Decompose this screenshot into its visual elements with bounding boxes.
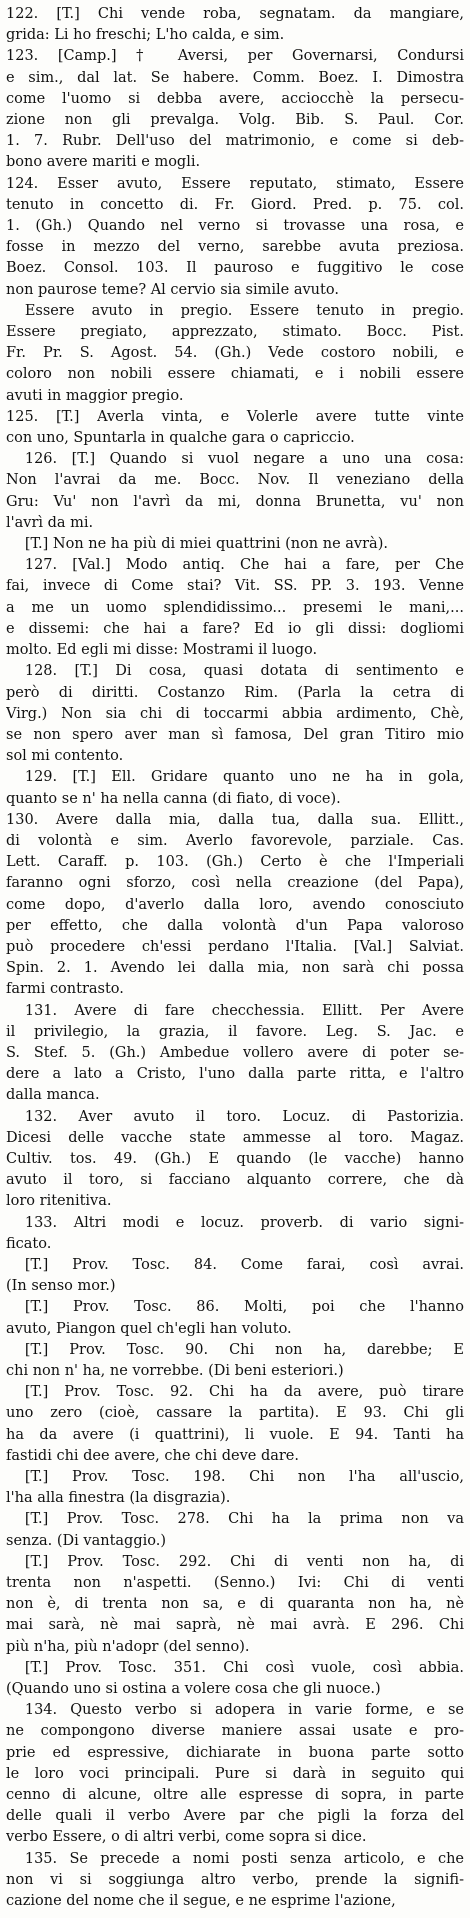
entry-text-line: però di diritti. Costanzo Rim. (Parla la cetra di <box>6 684 464 701</box>
entry-text-line: farmi contrasto. <box>6 981 124 998</box>
entry-text-line: 129. [T.] Ell. Gridare quanto uno ne ha in gola, <box>24 769 464 786</box>
entry-text-line: [T.] Prov. Tosc. 92. Chi ha da avere, può tirare <box>24 1384 464 1401</box>
entry-text-line: il privilegio, la grazia, il favore. Leg. S. Jac. e <box>6 1023 464 1040</box>
entry-text-line: le loro voci principali. Pure si darà in seguito qui <box>6 1765 464 1782</box>
entry-text-line: Cultiv. tos. 49. (Gh.) E quando (le vacche) hanno <box>6 1150 464 1167</box>
entry-text-line: Dicesi delle vacche state ammesse al toro. Magaz. <box>6 1129 464 1146</box>
entry-text-line: 132. Aver avuto il toro. Locuz. di Pastorizia. <box>24 1108 464 1125</box>
entry-text-line: S. Stef. 5. (Gh.) Ambedue vollero avere di poter se- <box>6 1044 464 1061</box>
entry-text-line: l'ha alla finestra (la disgrazia). <box>6 1490 231 1507</box>
entry-text-line: faranno ogni sforzo, così nella creazione (del Papa), <box>6 875 464 892</box>
entry-text-line: ha da avere (i quattrini), li vuole. E 94. Tanti ha <box>6 1426 464 1443</box>
entry-text-line: 122. [T.] Chi vende roba, segnatam. da mangiare, <box>6 6 464 22</box>
entry-text-line: (Quando uno si ostina a volere cosa che gli nuoce.) <box>6 1681 381 1698</box>
entry-text-line: non è, di trenta non sa, e di quaranta non ha, nè <box>6 1596 464 1613</box>
entry-text-line: [T.] Prov. Tosc. 90. Chi non ha, darebbe; E <box>24 1341 464 1358</box>
dictionary-entry-e133a <box>6 1255 464 1297</box>
entry-text-line: [T.] Non ne ha più di miei quattrini (non ne avrà). <box>24 536 388 553</box>
entry-text-line: grida: Li ho freschi; L'ho calda, e sim. <box>6 27 285 44</box>
dictionary-entry-e133h <box>6 1658 464 1700</box>
entry-text-line: per effetto, che dalla volontà d'un Papa valoroso <box>6 917 464 934</box>
entry-text-line: cazione del nome che il segue, e ne esprime l'azione, <box>6 1893 396 1910</box>
entry-text-line: mai sarà, nè mai saprà, nè mai avrà. E 296. Chi <box>6 1617 464 1634</box>
dictionary-entry-e126 <box>6 449 464 534</box>
entry-text-line: avuto il toro, si facciano alquanto correre, che dà <box>6 1172 464 1189</box>
dictionary-entry-e122 <box>6 4 464 46</box>
entry-text-line: 123. [Camp.] † Aversi, per Governarsi, Condursi <box>6 48 464 65</box>
entry-text-line: (In senso mor.) <box>6 1278 116 1295</box>
entry-text-line: [T.] Prov. Tosc. 278. Chi ha la prima non va <box>24 1511 464 1528</box>
dictionary-entry-e124 <box>6 174 464 301</box>
entry-text-line: 131. Avere di fare checchessia. Ellitt. Per Avere <box>24 1002 464 1019</box>
entry-text-line: può procedere ch'essi perdano l'Italia. [Val.] Salviat. <box>6 938 464 955</box>
entry-text-line: ne compongono diverse maniere assai usate e pro- <box>6 1723 464 1740</box>
entry-text-line: se non spero aver man sì famosa, Del gran Titiro mio <box>6 726 464 743</box>
entry-text-line: molto. Ed egli mi disse: Mostrami il luogo. <box>6 642 318 659</box>
entry-text-line: [T.] Prov. Tosc. 292. Chi di venti non ha, di <box>24 1553 464 1570</box>
entry-text-line: Essere avuto in pregio. Essere tenuto in pregio. <box>24 302 464 319</box>
dictionary-entry-e125 <box>6 407 464 449</box>
entry-text-line: verbo Essere, o di altri verbi, come sopra si dice. <box>6 1829 367 1846</box>
entry-text-line: a me un uomo splendidissimo... presemi le mani,... <box>6 599 464 616</box>
entry-text-line: prie ed espressive, dichiarate in buona parte sotto <box>6 1744 464 1761</box>
entry-text-line: avuti in maggior pregio. <box>6 387 184 404</box>
entry-text-line: 135. Se precede a nomi posti senza articolo, e che <box>24 1850 464 1867</box>
entry-text-line: tenuto in concetto di. Fr. Giord. Pred. p. 75. col. <box>6 196 464 213</box>
entry-text-line: di volontà e sim. Averlo favorevole, parziale. Cas. <box>6 832 464 849</box>
entry-text-line: 125. [T.] Averla vinta, e Volerle avere tutte vinte <box>6 408 464 425</box>
entry-text-line: senza. (Di vantaggio.) <box>6 1532 166 1549</box>
dictionary-entry-e133b <box>6 1297 464 1339</box>
dictionary-entry-e124b <box>6 301 464 407</box>
entry-text-line: e dissemi: che hai a fare? Ed io gli dissi: dogliomi <box>6 620 464 637</box>
entry-text-line: 130. Avere dalla mia, dalla tua, dalla sua. Ellitt., <box>6 811 464 828</box>
dictionary-entry-e133c <box>6 1340 464 1382</box>
entry-text-line: Lett. Caraff. p. 103. (Gh.) Certo è che l'Imperiali <box>6 854 464 871</box>
entry-text-line: avuto, Piangon quel ch'egli han voluto. <box>6 1320 292 1337</box>
entry-text-line: 128. [T.] Di cosa, quasi dotata di sentimento e <box>24 663 464 680</box>
entry-text-line: fastidi chi dee avere, che chi deve dare. <box>6 1447 300 1464</box>
entry-text-line: fosse in mezzo del verno, sarebbe avuta preziosa. <box>6 239 464 256</box>
dictionary-entry-e135 <box>6 1849 464 1913</box>
dictionary-entry-e132 <box>6 1107 464 1213</box>
entry-text-line: 126. [T.] Quando si vuol negare a uno una cosa: <box>24 451 464 468</box>
entry-text-line: 133. Altri modi e locuz. proverb. di vario signi- <box>24 1214 464 1231</box>
entry-text-line: e sim., dal lat. Se habere. Comm. Boez. I. Dimostra <box>6 69 464 86</box>
entry-text-line: loro ritenitiva. <box>6 1193 112 1210</box>
entry-text-line: zione non gli prevalga. Volg. Bib. S. Paul. Cor. <box>6 112 464 129</box>
entry-text-line: Fr. Pr. S. Agost. 54. (Gh.) Vede costoro nobili, e <box>6 345 464 362</box>
entry-text-line: uno zero (cioè, cassare la partita). E 93. Chi gli <box>6 1405 464 1422</box>
entry-text-line: Boez. Consol. 103. Il pauroso e fuggitivo le cose <box>6 260 464 277</box>
entry-text-line: fai, invece di Come stai? Vit. SS. PP. 3. 193. Venne <box>6 578 464 595</box>
entry-text-line: ficato. <box>6 1235 52 1252</box>
entry-text-line: non paurose teme? Al cervio sia simile avuto. <box>6 281 339 298</box>
entry-text-line: come l'uomo si debba avere, acciocchè la persecu- <box>6 90 464 107</box>
entry-text-line: con uno, Spuntarla in qualche gara o capriccio. <box>6 430 355 447</box>
entry-text-line: [T.] Prov. Tosc. 84. Come farai, così avrai. <box>24 1256 464 1273</box>
dictionary-entry-e133f <box>6 1509 464 1551</box>
entry-text-line: 1. (Gh.) Quando nel verno si trovasse una rosa, e <box>6 218 464 235</box>
entry-text-line: Virg.) Non sia chi di toccarmi abbia ardimento, Chè, <box>6 705 464 722</box>
entry-text-line: delle quali il verbo Avere par che pigli la forza del <box>6 1808 464 1825</box>
entry-text-line: coloro non nobili essere chiamati, e i nobili essere <box>6 366 464 383</box>
entry-text-line: non vi si soggiunga altro verbo, prende la signifi- <box>6 1871 464 1888</box>
entry-text-line: Spin. 2. 1. Avendo lei dalla mia, non sarà chi possa <box>6 960 464 977</box>
dictionary-entry-e126b <box>6 534 464 555</box>
entry-text-line: l'avrì da mi. <box>6 514 94 531</box>
entry-text-line: [T.] Prov. Tosc. 198. Chi non l'ha all'uscio, <box>24 1469 464 1486</box>
entry-text-line: chi non n' ha, ne vorrebbe. (Di beni esteriori.) <box>6 1363 344 1379</box>
dictionary-entry-e123 <box>6 46 464 173</box>
entry-text-line: 124. Esser avuto, Essere reputato, stimato, Essere <box>6 175 464 192</box>
entry-text-line: dere a lato a Cristo, l'uno dalla parte ritta, e l'altro <box>6 1066 464 1083</box>
entry-text-line: come dopo, d'averlo dalla loro, avendo conosciuto <box>6 896 464 913</box>
dictionary-entry-e133g <box>6 1552 464 1658</box>
dictionary-entry-e129 <box>6 767 464 809</box>
entry-text-line: sol mi contento. <box>6 748 124 765</box>
entry-text-line: [T.] Prov. Tosc. 351. Chi così vuole, così abbia. <box>24 1659 464 1676</box>
dictionary-entry-e131 <box>6 1001 464 1107</box>
entry-text-line: dalla manca. <box>6 1087 100 1104</box>
dictionary-entry-e130 <box>6 810 464 1001</box>
entry-text-line: quanto se n' ha nella canna (di fiato, di voce). <box>6 790 341 807</box>
dictionary-entry-e133d <box>6 1382 464 1467</box>
entry-text-line: Non l'avrai da me. Bocc. Nov. Il veneziano della <box>6 472 464 489</box>
entry-text-line: cenno di alcune, oltre alle espresse di sopra, in parte <box>6 1787 464 1804</box>
dictionary-entry-e133e <box>6 1467 464 1509</box>
entry-text-line: Essere pregiato, apprezzato, stimato. Bocc. Pist. <box>6 324 464 341</box>
entry-text-line: 134. Questo verbo si adopera in varie forme, e se <box>24 1702 464 1719</box>
entry-text-line: più n'ha, più n'adopr (del senno). <box>6 1638 250 1655</box>
dictionary-entry-e133 <box>6 1213 464 1255</box>
dictionary-entry-e128 <box>6 661 464 767</box>
entry-text-line: [T.] Prov. Tosc. 86. Molti, poi che l'hanno <box>24 1299 464 1316</box>
entry-text-line: trenta non n'aspetti. (Senno.) Ivi: Chi di venti <box>6 1575 464 1592</box>
dictionary-entry-e134 <box>6 1700 464 1848</box>
dictionary-entry-e127 <box>6 555 464 661</box>
entry-text-line: bono avere mariti e mogli. <box>6 154 201 171</box>
entry-text-line: Gru: Vu' non l'avrì da mi, donna Brunetta, vu' non <box>6 493 464 510</box>
entry-text-line: 1. 7. Rubr. Dell'uso del matrimonio, e come si deb- <box>6 133 464 150</box>
entry-text-line: 127. [Val.] Modo antiq. Che hai a fare, per Che <box>24 557 464 574</box>
